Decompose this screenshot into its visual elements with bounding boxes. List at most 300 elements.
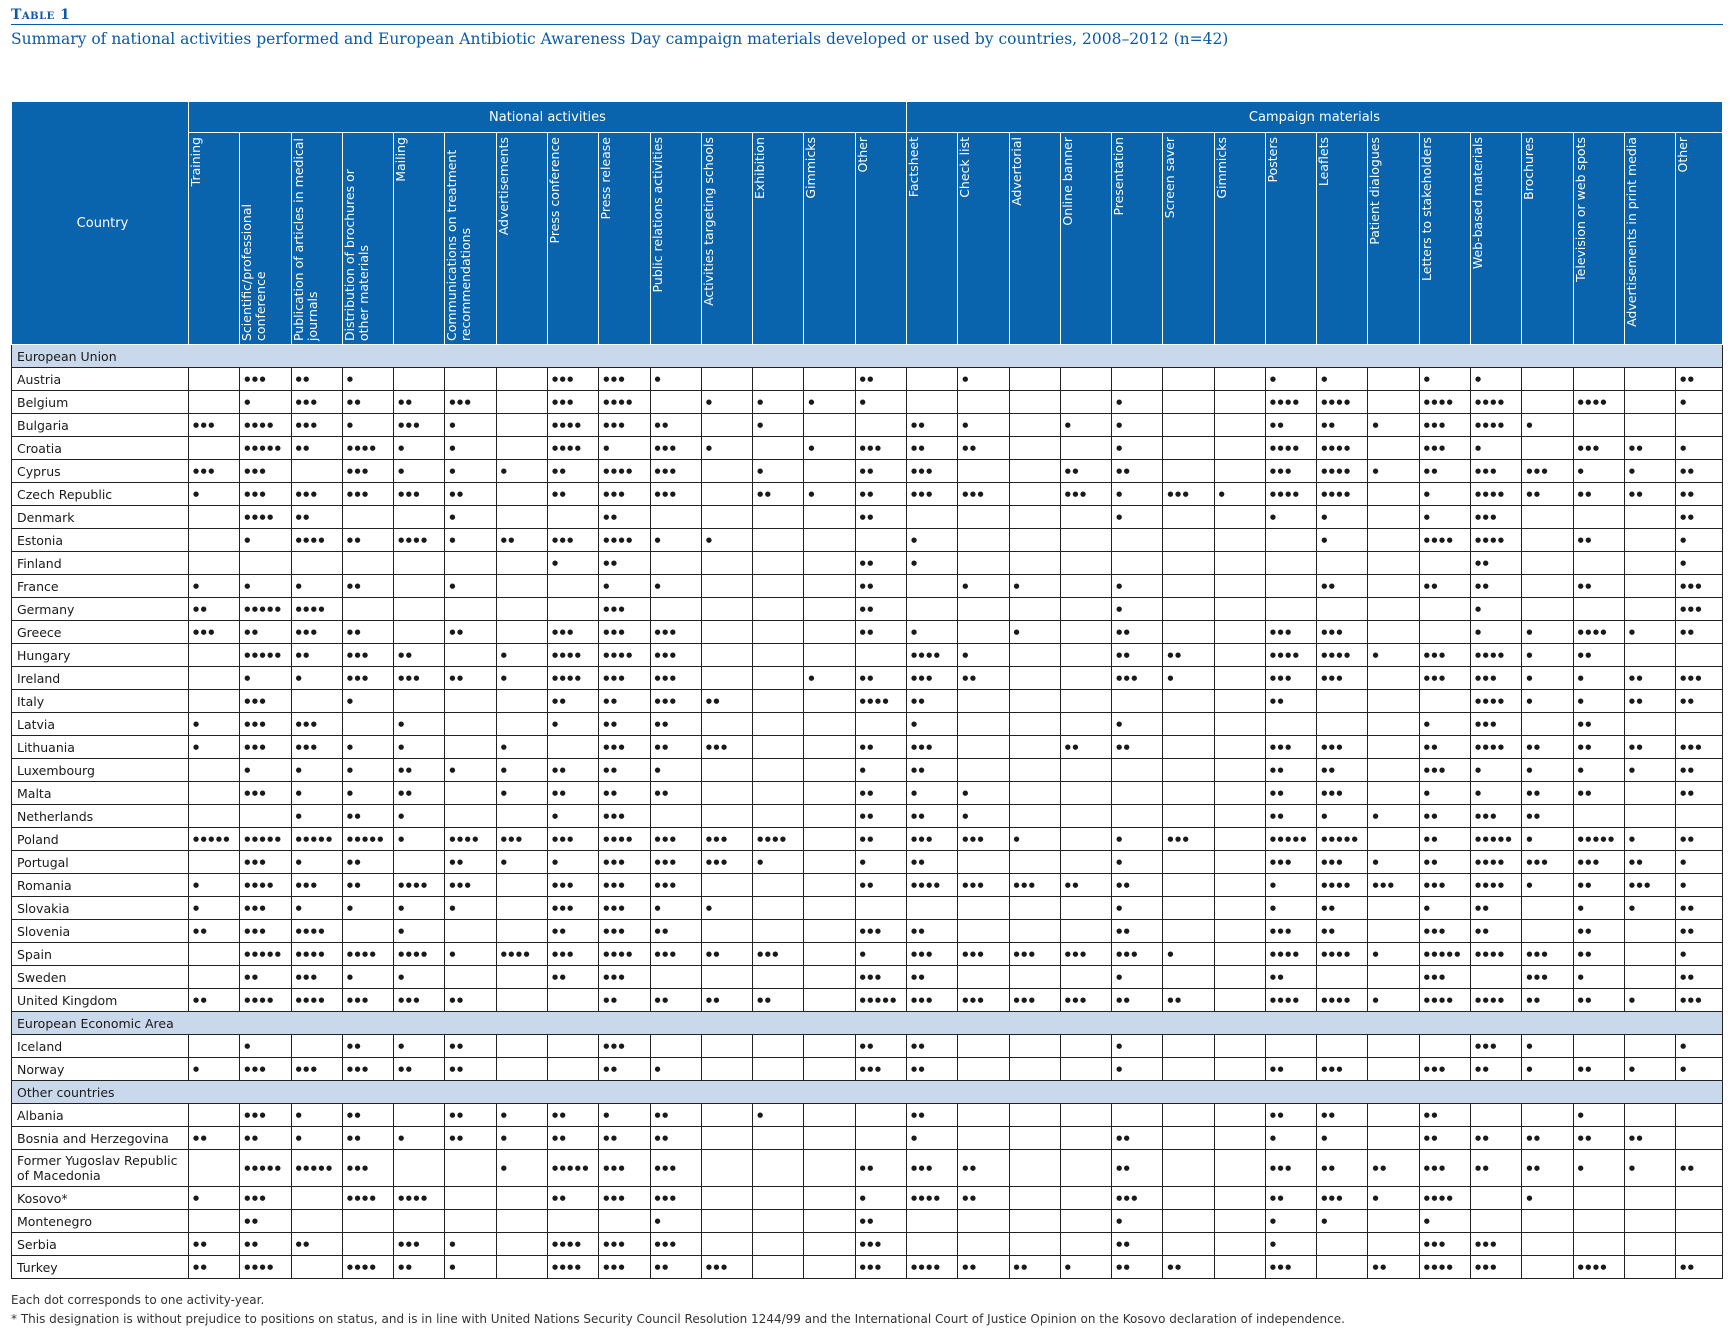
country-cell: Latvia — [12, 713, 189, 736]
table-row — [12, 966, 1723, 989]
dot-cell — [1624, 368, 1675, 391]
dot-cell — [804, 1127, 855, 1150]
dot-cell — [1419, 552, 1470, 575]
dot-cell: ● — [1471, 368, 1522, 391]
dot-cell: ●●● — [394, 989, 445, 1012]
dot-cell — [753, 368, 804, 391]
dot-cell — [753, 690, 804, 713]
dot-cell: ●● — [650, 414, 701, 437]
dot-cell — [1573, 506, 1624, 529]
dot-cell: ●● — [1471, 1058, 1522, 1081]
country-cell: Slovenia — [12, 920, 189, 943]
table-row — [12, 552, 1723, 575]
dot-cell — [701, 1035, 752, 1058]
dot-cell: ●●● — [394, 667, 445, 690]
dot-cell: ●● — [1624, 483, 1675, 506]
dot-cell: ●●●● — [547, 1233, 598, 1256]
dot-cell — [445, 920, 496, 943]
dot-cell — [1368, 920, 1419, 943]
table-row — [12, 414, 1723, 437]
dot-cell — [189, 943, 240, 966]
dot-cell: ● — [342, 966, 393, 989]
dot-cell: ● — [1522, 1187, 1573, 1210]
dot-cell: ● — [547, 552, 598, 575]
dot-cell — [1009, 1187, 1060, 1210]
dot-cell — [753, 805, 804, 828]
dot-cell: ●●● — [855, 1256, 906, 1279]
dot-cell — [1163, 368, 1214, 391]
dot-cell: ●●● — [701, 1256, 752, 1279]
dot-cell: ● — [906, 1127, 957, 1150]
dot-cell — [445, 1187, 496, 1210]
dot-cell — [189, 644, 240, 667]
dot-cell: ● — [1419, 897, 1470, 920]
dot-cell: ● — [291, 1104, 342, 1127]
dot-cell: ●● — [1676, 828, 1723, 851]
table-row — [12, 529, 1723, 552]
dot-cell — [1419, 1035, 1470, 1058]
dot-cell: ●● — [342, 851, 393, 874]
dot-cell: ●● — [547, 483, 598, 506]
dot-cell: ●● — [1112, 989, 1163, 1012]
country-cell: Iceland — [12, 1035, 189, 1058]
dot-cell: ●● — [1522, 1150, 1573, 1187]
dot-cell: ●● — [753, 989, 804, 1012]
dot-cell — [1009, 1104, 1060, 1127]
dot-cell — [1214, 920, 1265, 943]
dot-cell — [804, 552, 855, 575]
dot-cell: ●●●● — [240, 874, 291, 897]
dot-cell — [753, 759, 804, 782]
dot-cell — [1214, 368, 1265, 391]
dot-cell: ●● — [1471, 552, 1522, 575]
dot-cell: ● — [1573, 759, 1624, 782]
dot-cell: ●●●● — [1573, 391, 1624, 414]
dot-cell — [1368, 966, 1419, 989]
dot-cell — [1112, 759, 1163, 782]
dot-cell: ●●●● — [1265, 391, 1316, 414]
dot-cell — [291, 460, 342, 483]
table-row — [12, 598, 1723, 621]
dot-cell: ●●●● — [547, 437, 598, 460]
dot-cell: ●●● — [1317, 782, 1368, 805]
dot-cell — [291, 1035, 342, 1058]
dot-cell: ● — [1624, 897, 1675, 920]
dot-cell — [701, 1150, 752, 1187]
dot-cell: ●● — [445, 483, 496, 506]
dot-cell — [1471, 966, 1522, 989]
dot-cell: ● — [906, 782, 957, 805]
column-header-label: Advertisements in print media — [1623, 137, 1639, 327]
dot-cell: ●● — [1419, 828, 1470, 851]
dot-cell: ● — [1265, 506, 1316, 529]
dot-cell: ●●●● — [855, 690, 906, 713]
dot-cell: ● — [1112, 897, 1163, 920]
dot-cell — [445, 966, 496, 989]
dot-cell — [1624, 1035, 1675, 1058]
dot-cell — [1522, 897, 1573, 920]
dot-cell: ● — [753, 1104, 804, 1127]
dot-cell — [394, 598, 445, 621]
dot-cell — [1060, 782, 1111, 805]
table-row — [12, 368, 1723, 391]
dot-cell — [701, 1187, 752, 1210]
dot-cell — [496, 874, 547, 897]
dot-cell: ●●● — [599, 414, 650, 437]
dot-cell: ●●● — [1317, 667, 1368, 690]
dot-cell — [1060, 690, 1111, 713]
dot-cell: ●●● — [1522, 943, 1573, 966]
dot-cell — [804, 529, 855, 552]
dot-cell: ●●● — [1060, 943, 1111, 966]
dot-cell: ●● — [445, 851, 496, 874]
dot-cell: ●●● — [1676, 598, 1723, 621]
dot-cell: ●●● — [599, 1150, 650, 1187]
dot-cell — [1214, 391, 1265, 414]
dot-cell — [1624, 805, 1675, 828]
dot-cell: ●● — [958, 1187, 1009, 1210]
dot-cell: ●● — [496, 529, 547, 552]
dot-cell — [804, 414, 855, 437]
dot-cell: ●●●● — [1471, 989, 1522, 1012]
dot-cell — [1368, 667, 1419, 690]
column-header-label: Television or web spots — [1572, 137, 1588, 282]
dot-cell: ●● — [1573, 483, 1624, 506]
dot-cell: ●● — [1624, 667, 1675, 690]
dot-cell — [1163, 506, 1214, 529]
dot-cell: ● — [958, 782, 1009, 805]
dot-cell: ●●● — [958, 828, 1009, 851]
column-header-label: Patient dialogues — [1367, 137, 1383, 245]
dot-cell: ● — [1522, 828, 1573, 851]
dot-cell — [1368, 897, 1419, 920]
dot-cell — [753, 1210, 804, 1233]
country-cell: France — [12, 575, 189, 598]
dot-cell — [958, 1127, 1009, 1150]
dot-cell — [1009, 1150, 1060, 1187]
dot-cell — [496, 1210, 547, 1233]
dot-cell — [1060, 828, 1111, 851]
dot-cell — [1214, 460, 1265, 483]
dot-cell: ● — [1676, 851, 1723, 874]
dot-cell: ●●● — [1265, 667, 1316, 690]
dot-cell — [1265, 1035, 1316, 1058]
dot-cell: ●● — [1060, 736, 1111, 759]
dot-cell: ●●● — [599, 874, 650, 897]
dot-cell: ●●● — [291, 414, 342, 437]
column-header-label: Advertisements — [495, 137, 511, 236]
dot-cell — [855, 529, 906, 552]
dot-cell: ●● — [1112, 1233, 1163, 1256]
dot-cell — [701, 1210, 752, 1233]
dot-cell — [1163, 621, 1214, 644]
dot-cell: ●●● — [1265, 621, 1316, 644]
dot-cell — [547, 736, 598, 759]
dot-cell: ●●● — [906, 460, 957, 483]
dot-cell — [1368, 575, 1419, 598]
table-caption: Summary of national activities performed and European Antibiotic Awareness Day campaign materials developed or used by countries, 2008–2012 (n=42) — [11, 30, 1229, 48]
dot-cell: ●●● — [599, 1233, 650, 1256]
dot-cell — [1009, 690, 1060, 713]
dot-cell: ●●●●● — [1419, 943, 1470, 966]
dot-cell: ●● — [445, 1035, 496, 1058]
dot-cell — [1368, 483, 1419, 506]
dot-cell — [1214, 621, 1265, 644]
footnote-kosovo: * This designation is without prejudice to positions on status, and is in line with United Nations Security Council Resolution 1244/99 and the International Court of Justice Opinion on the Kosovo declaration of independence. — [11, 1312, 1345, 1326]
dot-cell — [1214, 437, 1265, 460]
dot-cell: ●●● — [240, 460, 291, 483]
dot-cell: ● — [1112, 1210, 1163, 1233]
dot-cell: ● — [1368, 1187, 1419, 1210]
dot-cell: ●●●● — [1471, 391, 1522, 414]
dot-cell — [958, 759, 1009, 782]
dot-cell — [496, 989, 547, 1012]
dot-cell — [1060, 506, 1111, 529]
dot-cell — [958, 690, 1009, 713]
dot-cell: ● — [906, 529, 957, 552]
dot-cell: ● — [547, 713, 598, 736]
dot-cell — [1624, 1233, 1675, 1256]
dot-cell: ●● — [906, 690, 957, 713]
dot-cell: ● — [1112, 506, 1163, 529]
dot-cell — [958, 621, 1009, 644]
campaign-column-header — [1471, 133, 1522, 345]
dot-cell — [906, 897, 957, 920]
dot-cell — [1163, 1150, 1214, 1187]
dot-cell: ●●● — [291, 966, 342, 989]
dot-cell: ●●● — [906, 667, 957, 690]
dot-cell — [394, 506, 445, 529]
dot-cell — [496, 506, 547, 529]
dot-cell — [189, 368, 240, 391]
dot-cell: ●● — [445, 1104, 496, 1127]
campaign-column-header — [1009, 133, 1060, 345]
dot-cell: ● — [1419, 782, 1470, 805]
table-body — [12, 345, 1723, 1279]
dot-cell: ●●● — [906, 483, 957, 506]
dot-cell — [394, 690, 445, 713]
dot-cell: ●● — [599, 506, 650, 529]
dot-cell — [1009, 920, 1060, 943]
dot-cell: ● — [342, 897, 393, 920]
dot-cell — [1214, 1035, 1265, 1058]
dot-cell — [753, 621, 804, 644]
dot-cell — [496, 1058, 547, 1081]
dot-cell — [753, 575, 804, 598]
dot-cell — [958, 506, 1009, 529]
dot-cell — [189, 690, 240, 713]
dot-cell — [1060, 368, 1111, 391]
dot-cell — [496, 897, 547, 920]
dot-cell: ● — [804, 391, 855, 414]
dot-cell: ●●●●● — [1471, 828, 1522, 851]
dot-cell: ●● — [291, 1233, 342, 1256]
dot-cell — [804, 621, 855, 644]
dot-cell — [1009, 805, 1060, 828]
dot-cell: ● — [1471, 759, 1522, 782]
dot-cell — [753, 1058, 804, 1081]
dot-cell: ●● — [855, 667, 906, 690]
dot-cell: ●●●● — [1471, 644, 1522, 667]
dot-cell — [958, 713, 1009, 736]
dot-cell — [804, 759, 855, 782]
dot-cell: ●●●● — [1471, 736, 1522, 759]
dot-cell: ● — [650, 759, 701, 782]
dot-cell: ●●● — [650, 1187, 701, 1210]
dot-cell: ● — [1676, 437, 1723, 460]
dot-cell: ●● — [650, 736, 701, 759]
dot-cell — [1368, 1058, 1419, 1081]
dot-cell: ● — [1009, 828, 1060, 851]
dot-cell — [1419, 690, 1470, 713]
dot-cell: ●●● — [342, 644, 393, 667]
dot-cell: ● — [291, 782, 342, 805]
dot-cell: ●● — [547, 690, 598, 713]
dot-cell — [804, 690, 855, 713]
table-row — [12, 1104, 1723, 1127]
dot-cell: ● — [496, 759, 547, 782]
dot-cell: ●● — [855, 828, 906, 851]
dot-cell — [1163, 1104, 1214, 1127]
dot-cell — [701, 552, 752, 575]
dot-cell: ●● — [599, 759, 650, 782]
dot-cell — [1368, 506, 1419, 529]
country-cell: Italy — [12, 690, 189, 713]
dot-cell — [804, 575, 855, 598]
dot-cell: ● — [1112, 437, 1163, 460]
activity-table — [11, 101, 1723, 1279]
dot-cell — [1112, 552, 1163, 575]
table-row — [12, 575, 1723, 598]
country-cell: United Kingdom — [12, 989, 189, 1012]
dot-cell — [1624, 529, 1675, 552]
dot-cell: ●● — [906, 920, 957, 943]
dot-cell: ●● — [1265, 805, 1316, 828]
dot-cell — [496, 1187, 547, 1210]
dot-cell: ● — [1265, 1210, 1316, 1233]
dot-cell: ●● — [445, 1127, 496, 1150]
campaign-column-header — [906, 133, 957, 345]
dot-cell — [753, 1233, 804, 1256]
dot-cell: ●● — [1265, 690, 1316, 713]
dot-cell — [650, 805, 701, 828]
dot-cell — [701, 1058, 752, 1081]
dot-cell: ●● — [1573, 736, 1624, 759]
dot-cell: ●●● — [906, 736, 957, 759]
column-header-label: Activities targeting schools — [700, 137, 716, 306]
table-row — [12, 1150, 1723, 1187]
dot-cell — [1163, 1187, 1214, 1210]
dot-cell: ●● — [1419, 805, 1470, 828]
dot-cell: ●● — [1265, 759, 1316, 782]
dot-cell: ●●● — [1471, 460, 1522, 483]
dot-cell — [804, 1150, 855, 1187]
dot-cell: ●●● — [1522, 966, 1573, 989]
dot-cell: ● — [496, 851, 547, 874]
dot-cell — [1368, 437, 1419, 460]
table-row — [12, 851, 1723, 874]
dot-cell: ●● — [1471, 1150, 1522, 1187]
dot-cell — [958, 598, 1009, 621]
dot-cell: ●●●● — [1265, 989, 1316, 1012]
dot-cell: ●● — [1112, 874, 1163, 897]
dot-cell: ●● — [1009, 1256, 1060, 1279]
country-cell: Slovakia — [12, 897, 189, 920]
dot-cell — [1676, 713, 1723, 736]
dot-cell: ●●● — [650, 644, 701, 667]
dot-cell: ●●● — [958, 989, 1009, 1012]
dot-cell — [1522, 598, 1573, 621]
dot-cell: ●●●● — [291, 529, 342, 552]
dot-cell: ● — [1419, 1210, 1470, 1233]
dot-cell — [1112, 529, 1163, 552]
dot-cell: ●● — [1676, 483, 1723, 506]
dot-cell — [650, 1035, 701, 1058]
dot-cell: ●●● — [240, 920, 291, 943]
dot-cell: ● — [342, 782, 393, 805]
dot-cell — [1676, 1233, 1723, 1256]
dot-cell — [1265, 713, 1316, 736]
dot-cell: ●● — [1368, 1256, 1419, 1279]
dot-cell — [804, 460, 855, 483]
country-column-header: Country — [12, 102, 189, 345]
dot-cell — [189, 506, 240, 529]
column-header-label: Other — [854, 137, 870, 173]
dot-cell: ●●●● — [342, 1187, 393, 1210]
dot-cell: ●● — [855, 782, 906, 805]
dot-cell: ● — [1522, 644, 1573, 667]
campaign-column-header — [1214, 133, 1265, 345]
national-column-header — [753, 133, 804, 345]
table-row — [12, 782, 1723, 805]
dot-cell — [547, 989, 598, 1012]
dot-cell: ●●● — [342, 1058, 393, 1081]
dot-cell: ●●● — [240, 713, 291, 736]
column-header-label: Presentation — [1111, 137, 1127, 216]
dot-cell — [1163, 966, 1214, 989]
dot-cell — [701, 966, 752, 989]
dot-cell — [701, 667, 752, 690]
dot-cell — [394, 368, 445, 391]
dot-cell — [189, 1104, 240, 1127]
dot-cell: ●● — [1060, 874, 1111, 897]
dot-cell: ●●● — [189, 460, 240, 483]
dot-cell: ●●●● — [291, 989, 342, 1012]
dot-cell: ●●●● — [1265, 437, 1316, 460]
dot-cell: ●● — [1522, 1127, 1573, 1150]
dot-cell — [1163, 1233, 1214, 1256]
dot-cell — [1214, 1256, 1265, 1279]
dot-cell — [1163, 552, 1214, 575]
dot-cell — [804, 897, 855, 920]
dot-cell: ● — [650, 368, 701, 391]
dot-cell — [1368, 529, 1419, 552]
dot-cell — [1009, 368, 1060, 391]
dot-cell: ●● — [1163, 989, 1214, 1012]
dot-cell: ●● — [1573, 644, 1624, 667]
dot-cell — [342, 713, 393, 736]
dot-cell: ●● — [1419, 1127, 1470, 1150]
dot-cell — [496, 437, 547, 460]
dot-cell: ●●● — [1419, 414, 1470, 437]
dot-cell — [1214, 943, 1265, 966]
national-column-header — [394, 133, 445, 345]
dot-cell: ● — [855, 759, 906, 782]
dot-cell — [906, 1210, 957, 1233]
dot-cell — [291, 552, 342, 575]
dot-cell — [291, 1256, 342, 1279]
dot-cell — [445, 805, 496, 828]
